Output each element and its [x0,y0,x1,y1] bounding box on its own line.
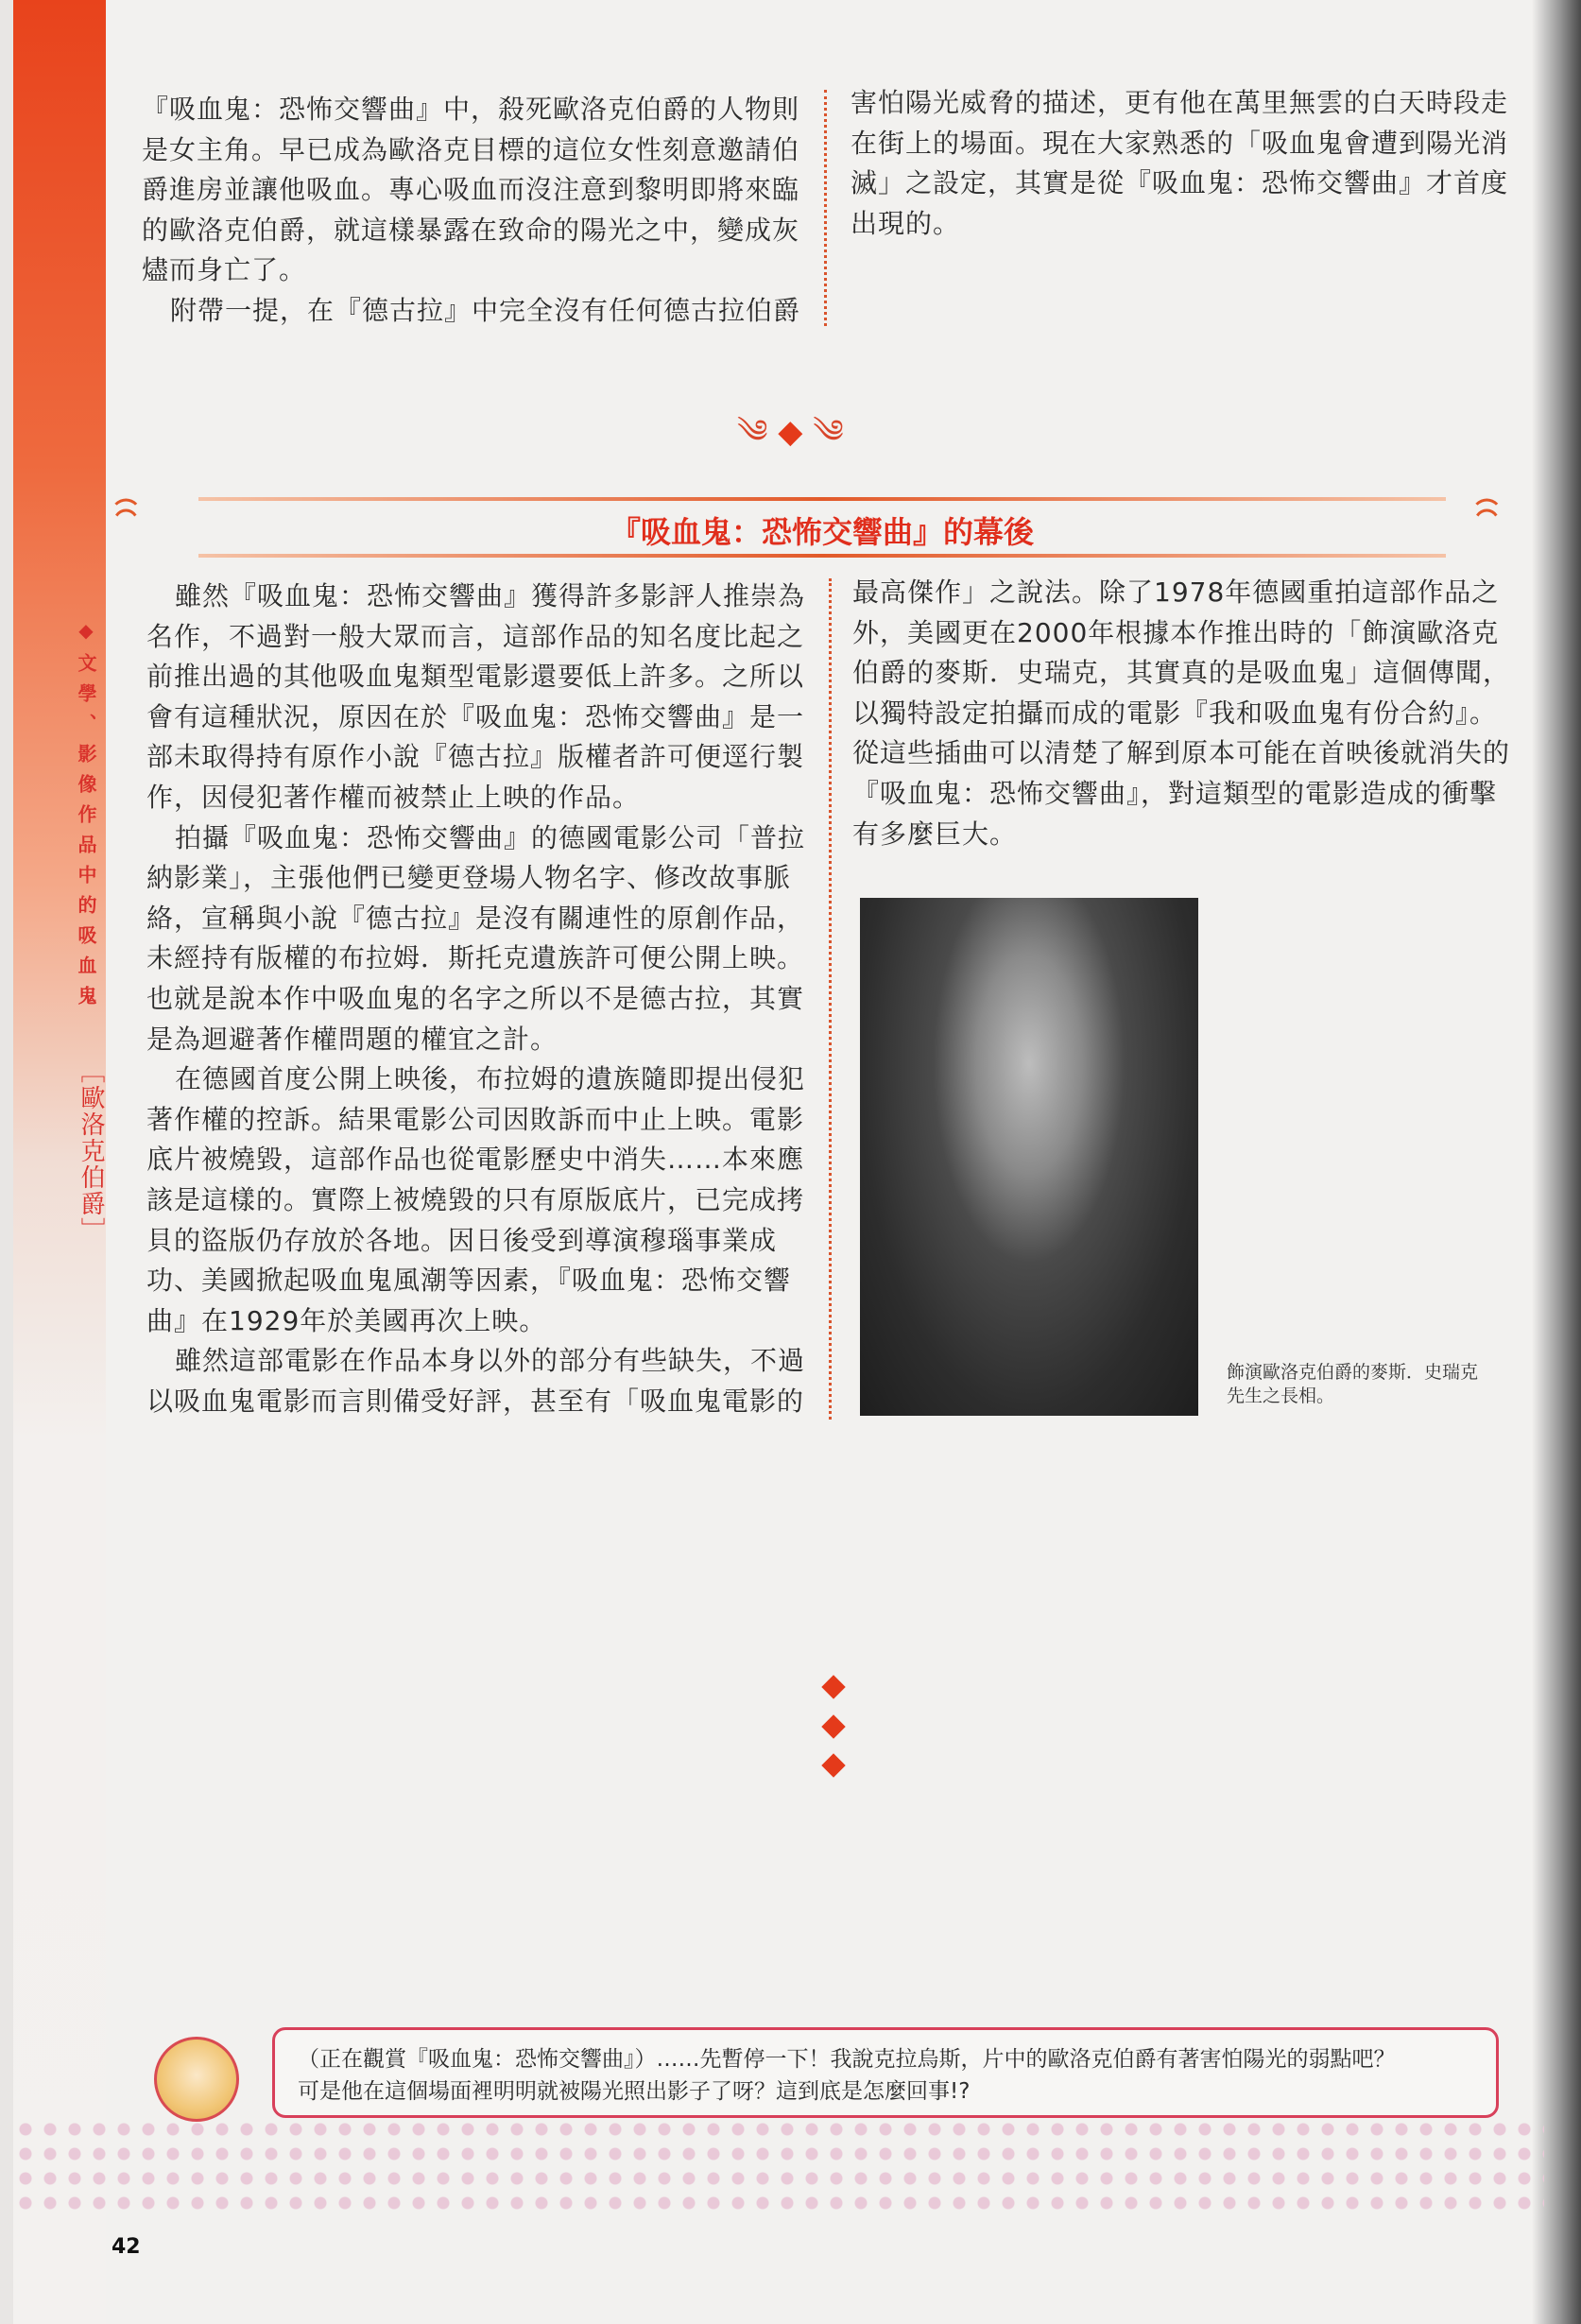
binding-shadow [1532,0,1581,2324]
column-divider [829,578,832,1420]
speech-line: （正在觀賞『吸血鬼：恐怖交響曲』）……先暫停一下！我說克拉烏斯，片中的歐洛克伯爵有著害怕陽光的弱點吧？ [298,2047,1396,2072]
diamond-icon [821,1753,845,1777]
header-rule [198,554,1446,558]
text-line: 以吸血鬼電影而言則備受好評，甚至有「吸血鬼電影的 [146,1385,805,1417]
diamond-icon [821,1675,845,1698]
diamond-icon [821,1714,845,1738]
page-number: 42 [112,2235,141,2259]
text-line: 滅」之設定，其實是從『吸血鬼：恐怖交響曲』才首度 [851,167,1509,199]
text-line: 部未取得持有原作小說『德古拉』版權者許可便逕行製 [146,741,805,773]
column-divider [824,90,827,326]
text-line: 拍攝『吸血鬼：恐怖交響曲』的德國電影公司「普拉 [175,821,806,853]
text-line: 是為迴避著作權問題的權宜之計。 [146,1023,559,1055]
text-line: 『吸血鬼：恐怖交響曲』，對這類型的電影造成的衝擊 [852,777,1498,809]
top-right-column [851,83,1508,244]
text-line: 是女主角。早已成為歐洛克目標的這位女性刻意邀請伯 [142,133,800,165]
text-line: 底片被燒毀，這部作品也從電影歷史中消失……本來應 [146,1144,805,1176]
body-left-column [146,577,805,1421]
text-line: 伯爵的麥斯．史瑞克，其實真的是吸血鬼」這個傳聞， [852,657,1511,689]
text-line: 曲』在1929年於美國再次上映。 [146,1304,547,1336]
text-line: 貝的盜版仍存放於各地。因日後受到導演穆瑙事業成 [146,1224,778,1256]
photo-caption [1227,1361,1478,1408]
body-right-column [852,573,1510,854]
text-line: 著作權的控訴。結果電影公司因敗訴而中止上映。電影 [146,1103,805,1135]
header-rule [198,497,1446,501]
text-line: 最高傑作」之說法。除了1978年德國重拍這部作品之 [852,577,1500,608]
text-line: 出現的。 [851,207,961,239]
text-line: 以獨特設定拍攝而成的電影『我和吸血鬼有份合約』。 [852,697,1498,729]
sidebar-chapter: ［歐洛克伯爵］ [77,1059,105,1244]
text-line: 在德國首度公開上映後，布拉姆的遺族隨即提出侵犯 [175,1063,806,1095]
text-line: 在街上的場面。現在大家熟悉的「吸血鬼會遭到陽光消 [851,127,1509,159]
text-line: 未經持有版權的布拉姆．斯托克遺族許可便公開上映。 [146,942,805,974]
section-header [142,484,1503,571]
text-line: 作，因侵犯著作權而被禁止上映的作品。 [146,781,641,813]
text-line: 害怕陽光威脅的描述，更有他在萬里無雲的白天時段走 [851,87,1509,118]
text-line: 雖然這部電影在作品本身以外的部分有些缺失，不過 [175,1345,806,1377]
character-avatar [154,2037,239,2122]
dot-pattern [13,2117,1544,2221]
portrait-photo [860,898,1198,1416]
text-line: 爵進房並讓他吸血。專心吸血而沒注意到黎明即將來臨 [142,174,800,206]
text-line: 的歐洛克伯爵，就這樣暴露在致命的陽光之中，變成灰 [142,214,800,246]
text-line: 前推出過的其他吸血鬼類型電影還要低上許多。之所以 [146,661,805,693]
speech-bubble [272,2027,1499,2118]
text-line: 絡，宣稱與小說『德古拉』是沒有關連性的原創作品， [146,902,805,934]
text-line: 外，美國更在2000年根據本作推出時的「飾演歐洛克 [852,616,1500,648]
speech-line: 可是他在這個場面裡明明就被陽光照出影子了呀？這到底是怎麼回事!? [298,2079,971,2104]
caption-line: 先生之長相。 [1227,1386,1335,1406]
section-title: 『吸血鬼：恐怖交響曲』的幕後 [610,514,1034,550]
ornament-divider: ༄ ◆ ༄ [737,413,844,451]
sidebar-category: ◆文學、影像作品中的吸血鬼 [75,619,97,1016]
top-left-column [142,90,800,332]
text-line: 有多麼巨大。 [852,818,1018,850]
text-line: 從這些插曲可以清楚了解到原本可能在首映後就消失的 [852,737,1511,769]
text-line: 也就是說本作中吸血鬼的名字之所以不是德古拉，其實 [146,982,805,1014]
text-line: 納影業」，主張他們已變更登場人物名字、修改故事脈 [146,862,792,894]
caption-line: 飾演歐洛克伯爵的麥斯．史瑞克 [1227,1362,1479,1383]
text-line: 燼而身亡了。 [142,254,307,286]
text-line: 會有這種狀況，原因在於『吸血鬼：恐怖交響曲』是一 [146,700,805,732]
text-line: 『吸血鬼：恐怖交響曲』中，殺死歐洛克伯爵的人物則 [142,94,800,125]
text-line: 附帶一提，在『德古拉』中完全沒有任何德古拉伯爵 [170,294,801,326]
text-line: 該是這樣的。實際上被燒毀的只有原版底片，已完成拷 [146,1183,805,1215]
page-edge [0,0,13,2324]
text-line: 雖然『吸血鬼：恐怖交響曲』獲得許多影評人推崇為 [175,580,806,611]
text-line: 名作，不過對一般大眾而言，這部作品的知名度比起之 [146,620,805,652]
text-line: 功、美國掀起吸血鬼風潮等因素，『吸血鬼：恐怖交響 [146,1265,792,1297]
